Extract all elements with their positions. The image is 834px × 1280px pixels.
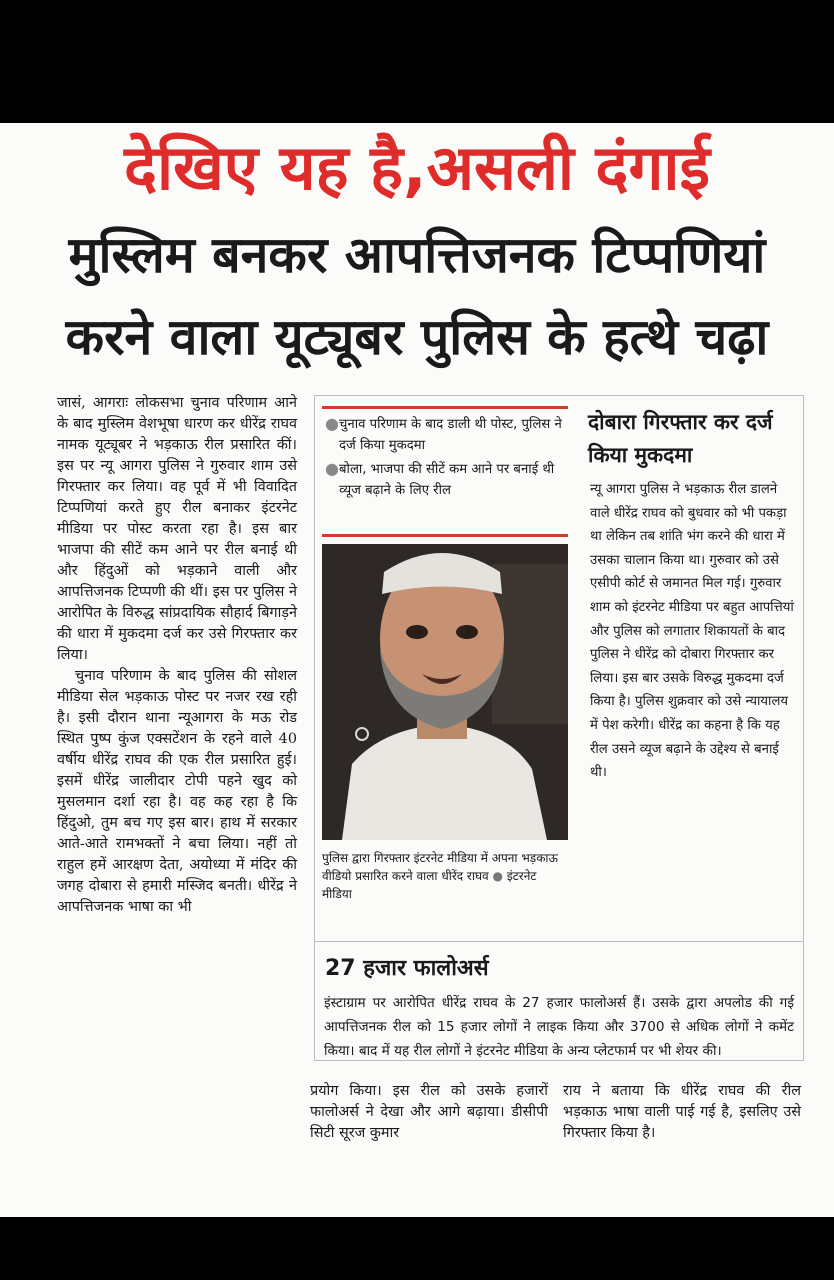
caption-text: पुलिस द्वारा गिरफ्तार इंटरनेट मीडिया में अपना भड़काऊ वीडियो प्रसारित करने वाला धीरेंद राघव [322, 851, 558, 883]
article-paragraph-2: चुनाव परिणाम के बाद पुलिस की सोशल मीडिया सेल भड़काऊ पोस्ट पर नजर रख रही है। इसी दौरान थाना न्यूआगरा के मऊ रोड स्थित पुष्प कुंज एक्सटेंशन के रहने वाले 40 वर्षीय धीरेंद्र राघव की एक रील प्रसारित हुई। इसमें धीरेंद्र जालीदार टोपी पहने खुद को मुसलमान दर्शा रहा है। वह कह रहा है कि हिंदुओ, तुम बच गए इस बार। हाथ में सरकार आते-आते रामभक्तों ने बचा लिया। नहीं तो राहुल हमें आरक्षण देता, अयोध्या में मंदिर की जगह दोबारा से हमारी मस्जिद बनती। धीरेंद्र ने आपत्तिजनक भाषा का भी [57, 668, 297, 915]
photo-caption [322, 849, 568, 903]
newspaper-clipping [0, 123, 834, 1217]
followers-heading: 27 हजार फालोअर्स [325, 956, 489, 981]
headline-sub-line1: मुस्लिम बनकर आपत्तिजनक टिप्पणियां [68, 226, 766, 284]
suspect-photo [322, 544, 568, 840]
box-divider [315, 941, 803, 942]
article-paragraph-1: जासं, आगराः लोकसभा चुनाव परिणाम आने के बाद मुस्लिम वेशभूषा धारण कर धीरेंद्र राघव नामक यूट्यूबर ने भड़काऊ रील प्रसारित कीं। इस पर न्यू आगरा पुलिस ने गुरुवार शाम उसे गिरफ्तार कर लिया। वह पूर्व में भी विवादित टिप्पणियां करते हुए रील बनाकर इंटरनेट मीडिया पर पोस्ट करता रहा है। इस बार भाजपा की सीटें कम आने पर रील बनाई थी और हिंदुओं को भड़काने वाली और आपत्तिजनक टिप्पणी की थीं। इस पर पुलिस ने आरोपित के विरुद्ध सांप्रदायिक सौहार्द बिगाड़ने की धारा में मुकदमा दर्ज कर उसे गिरफ्तार कर लिया। [57, 395, 297, 663]
bullet-icon: ● [325, 414, 339, 433]
feature-box [314, 395, 804, 1061]
followers-text: इंस्टाग्राम पर आरोपित धीरेंद्र राघव के 27 हजार फालोअर्स हैं। उसके द्वारा अपलोड की गई आपत्तिजनक रील को 15 हजार लोगों ने लाइक किया और 3700 से अधिक लोगों ने कमेंट किया। बाद में यह रील लोगों ने इंटरनेट मीडिया के अन्य प्लेटफार्म पर भी शेयर की। [324, 995, 794, 1059]
headline-sub-line2: करने वाला यूट्यूबर पुलिस के हत्थे चढ़ा [65, 308, 769, 366]
headline-main: देखिए यह है,असली दंगाई [124, 131, 710, 204]
article-column-2-text: प्रयोग किया। इस रील को उसके हजारों फालोअर्स ने देखा और आगे बढ़ाया। डीसीपी सिटी सूरज कुमार [310, 1083, 548, 1141]
highlight-text: बोला, भाजपा की सीटें कम आने पर बनाई थी व्यूज बढ़ाने के लिए रील [339, 462, 555, 498]
article-column-3 [563, 1081, 801, 1144]
article-column-2 [310, 1081, 548, 1144]
sidebar-heading: दोबारा गिरफ्तार कर दर्ज किया मुकदमा [588, 410, 773, 467]
sidebar-text: न्यू आगरा पुलिस ने भड़काऊ रील डालने वाले धीरेंद्र राघव को बुधवार को भी पकड़ा था लेकिन तब शांति भंग करने की धारा में उसका चालान किया था। गुरुवार को उसे एसीपी कोर्ट से जमानत मिल गई। गुरुवार शाम को इंटरनेट मीडिया पर बहुत आपत्तियां और पुलिस को लगातार शिकायतों के बाद पुलिस ने धीरेंद्र को दोबारा गिरफ्तार कर लिया। इस बार उसके विरुद्ध मुकदमा दर्ज किया है। पुलिस शुक्रवार को उसे न्यायालय में पेश करेगी। धीरेंद्र का कहना है कि यह रील उसने व्यूज बढ़ाने के उद्देश्य से बनाई थी। [590, 482, 794, 781]
highlight-item [325, 459, 565, 501]
highlight-text: चुनाव परिणाम के बाद डाली थी पोस्ट, पुलिस ने दर्ज किया मुकदमा [339, 417, 562, 453]
highlight-item [325, 414, 565, 456]
highlights-list [325, 414, 565, 504]
photo-credit: इंटरनेट मीडिया [322, 869, 537, 901]
red-rule-top [322, 406, 568, 409]
article-column-3-text: राय ने बताया कि धीरेंद्र राघव की रील भड़काऊ भाषा वाली पाई गई है, इसलिए उसे गिरफ्तार किया है। [563, 1083, 801, 1141]
red-rule-bottom [322, 534, 568, 537]
caption-dot-icon: ● [492, 869, 504, 883]
bullet-icon: ● [325, 459, 339, 478]
person-illustration [322, 544, 568, 840]
article-column-1 [57, 393, 297, 918]
